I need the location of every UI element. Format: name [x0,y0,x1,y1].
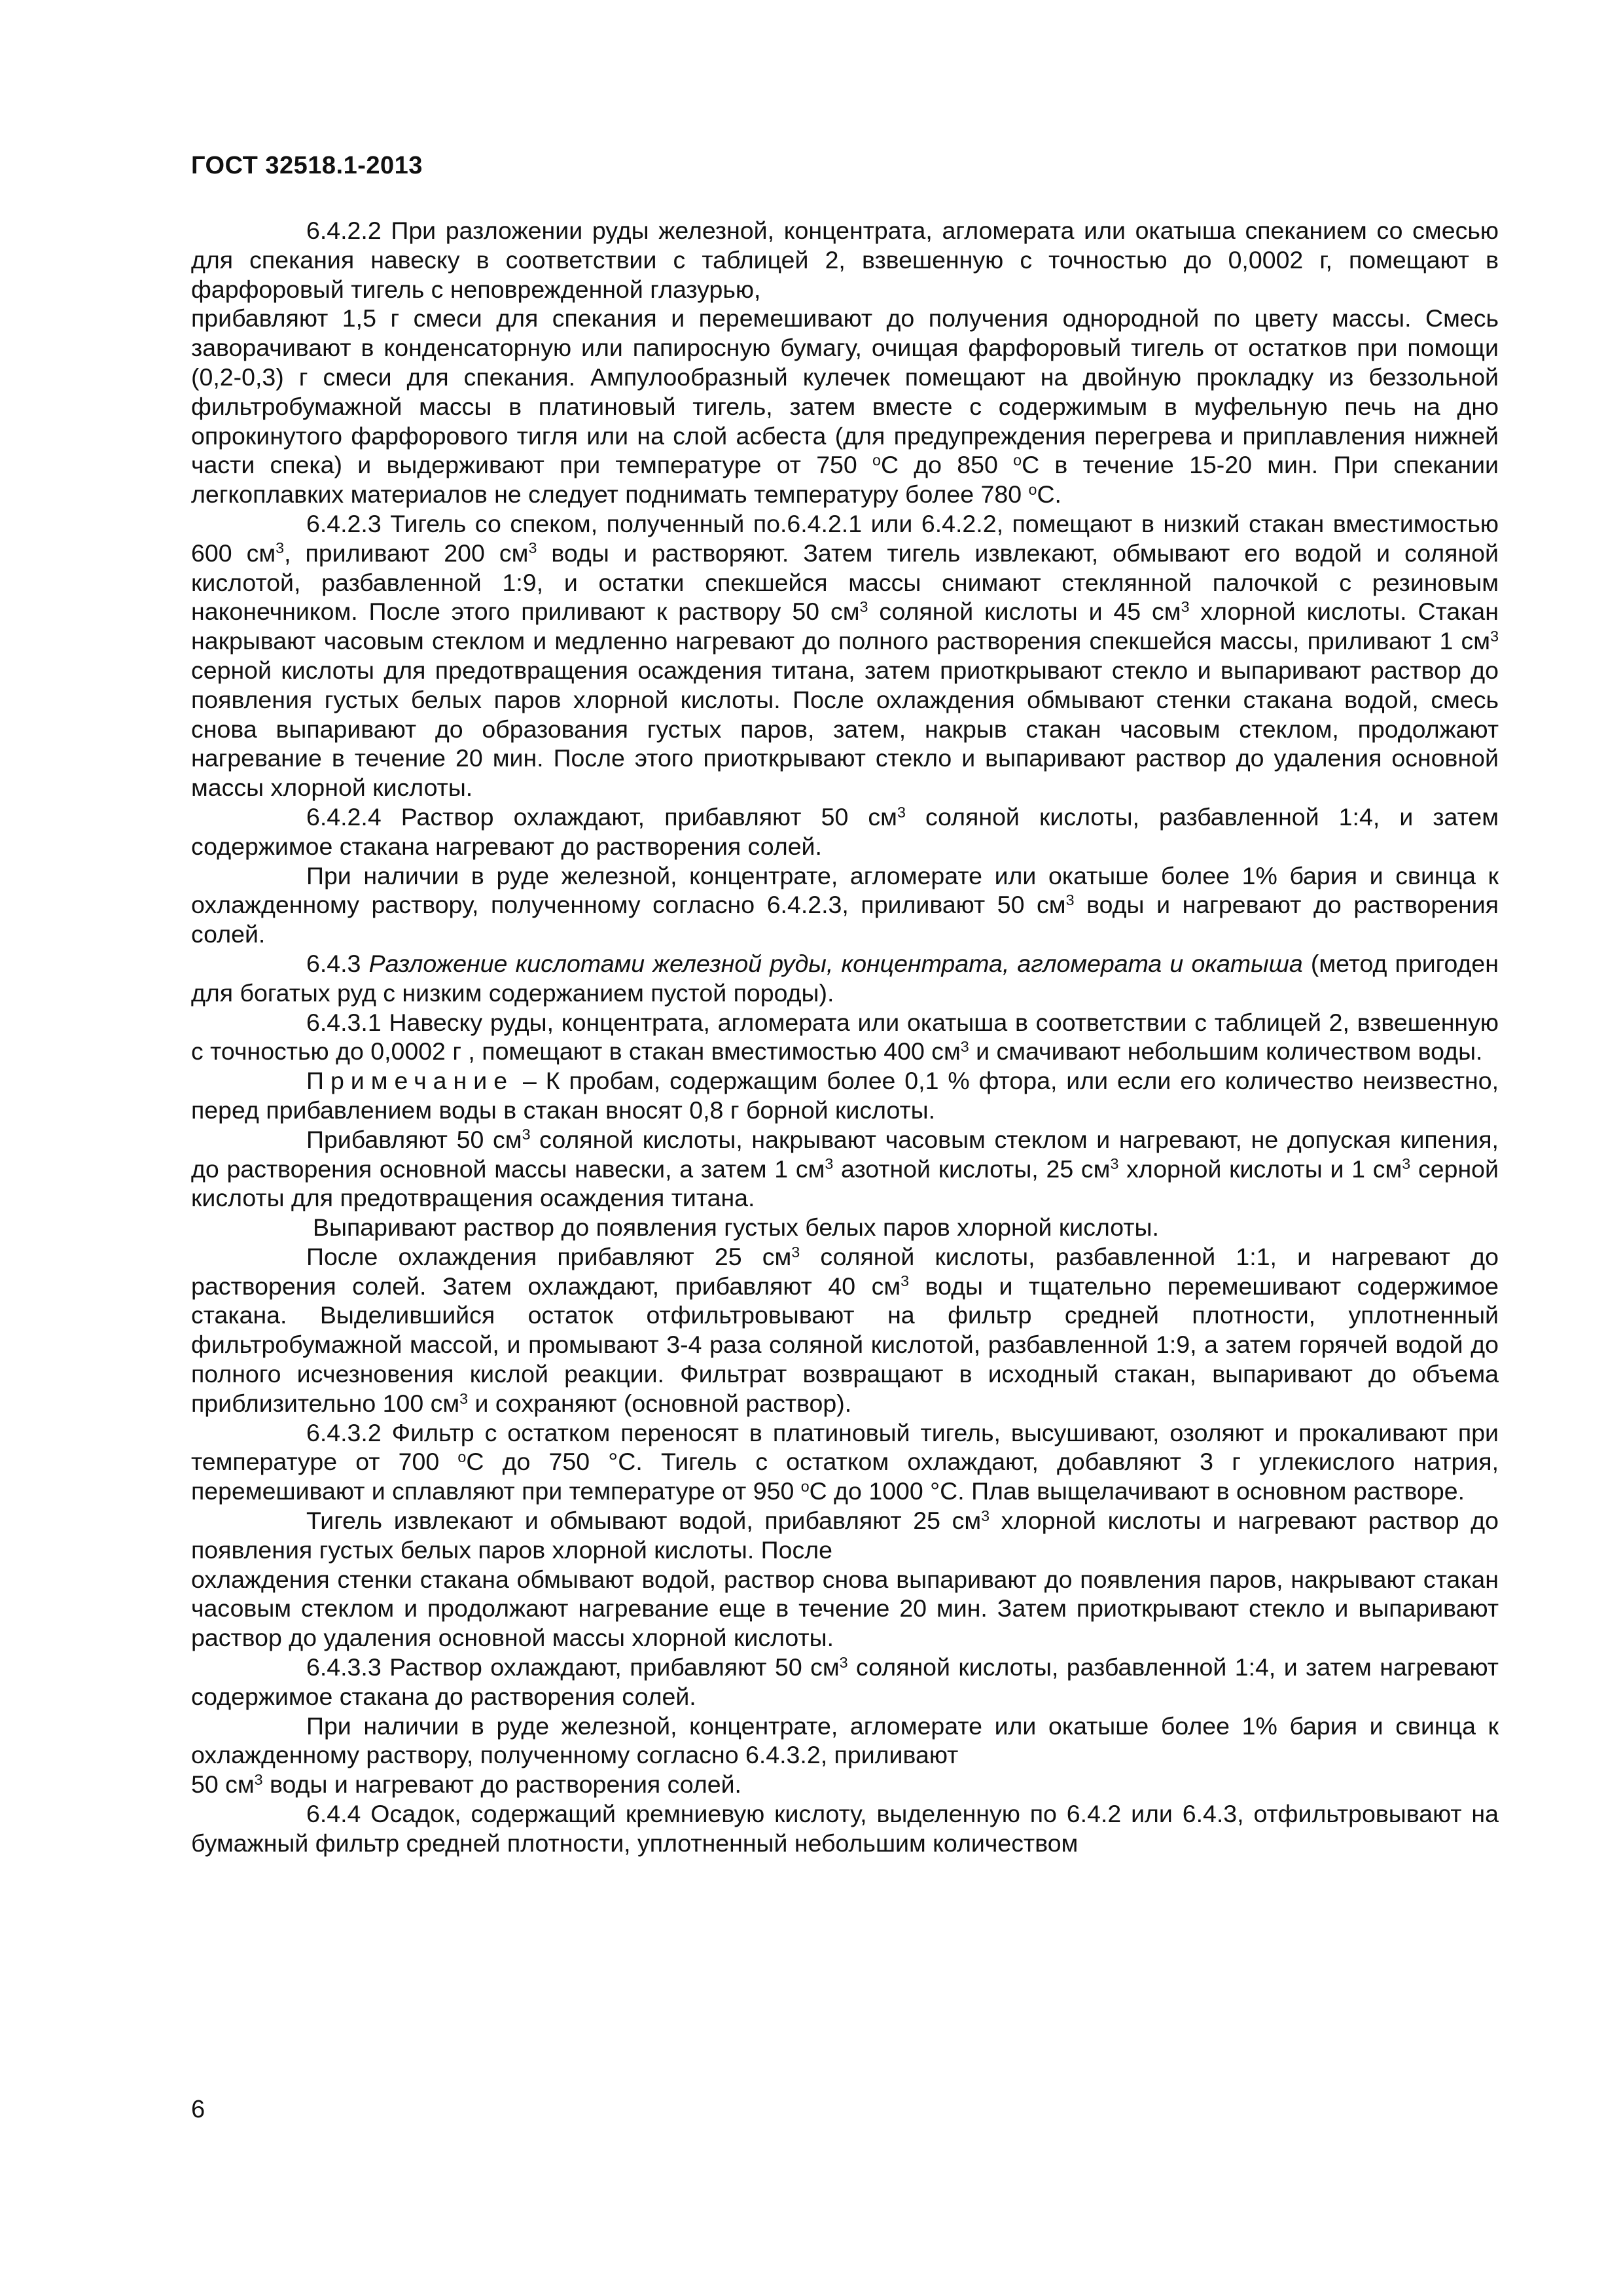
paragraph-6-4-2-3: 6.4.2.3 Тигель со спеком, полученный по.6.4.2.1 или 6.4.2.2, помещают в низкий стакан вместимостью 600 $см^3$, приливают 200 $см^3$ воды и растворяют. Затем тигель извлекают, обмывают его водой и соляной кислотой, разбавленной 1:9, и остатки спекшейся массы снимают стеклянной палочкой с резиновым наконечником. После этого приливают к раствору 50 $см^3$ соляной кислоты и 45 $см^3$ хлорной кислоты. Стакан накрывают часовым стеклом и медленно нагревают до полного растворения спекшейся массы, приливают 1 $см^3$ серной кислоты для предотвращения осаждения титана, затем приоткрывают стекло и выпаривают раствор до появления густых белых паров хлорной кислоты. После охлаждения обмывают стенки стакана водой, смесь снова выпаривают до образования густых паров, затем, накрыв стакан часовым стеклом, продолжают нагревание в течение 20 мин. После этого приоткрывают стекло и выпаривают раствор до удаления основной массы хлорной кислоты. [191,509,1499,802]
document-header: ГОСТ 32518.1-2013 [191,152,423,179]
paragraph-6-4-3: 6.4.3 Разложение кислотами железной руды, концентрата, агломерата и окатыша (метод пригоден для богатых руд с низким содержанием пустой породы). [191,949,1499,1007]
paragraph-6-4-3-3: 6.4.3.3 Раствор охлаждают, прибавляют 50 $см^3$ соляной кислоты, разбавленной 1:4, и затем нагревают содержимое стакана до растворения солей. [191,1653,1499,1710]
paragraph-6-4-3-1: 6.4.3.1 Навеску руды, концентрата, агломерата или окатыша в соответствии с таблицей 2, взвешенную с точностью до 0,0002 г , помещают в стакан вместимостью 400 $см^3$ и смачивают небольшим количеством воды. [191,1008,1499,1066]
paragraph-6-4-4: 6.4.4 Осадок, содержащий кремниевую кислоту, выделенную по 6.4.2 или 6.4.3, отфильтровывают на бумажный фильтр средней плотности, уплотненный небольшим количеством [191,1800,1499,1857]
paragraph-6-4-2-2: 6.4.2.2 При разложении руды железной, концентрата, агломерата или окатыша спеканием со смесью для спекания навеску в соответствии с таблицей 2, взвешенную с точностью до 0,0002 г, помещают в фарфоровый тигель с неповрежденной глазурью, [191,217,1499,303]
paragraph-evaporate: Выпаривают раствор до появления густых белых паров хлорной кислоты. [313,1213,1159,1242]
document-body [191,216,1499,1858]
paragraph-6-4-2-4: 6.4.2.4 Раствор охлаждают, прибавляют 50 $см^3$ соляной кислоты, разбавленной 1:4, и затем содержимое стакана нагревают до растворения солей. [191,802,1499,860]
paragraph-barium-note-1: При наличии в руде железной, концентрате, агломерате или окатыше более 1% бария и свинца к охлажденному раствору, полученному согласно 6.4.2.3, приливают 50 $см^3$ воды и нагревают до растворения солей. [191,861,1499,948]
paragraph-after-cooling: После охлаждения прибавляют 25 $см^3$ соляной кислоты, разбавленной 1:1, и нагревают до растворения солей. Затем охлаждают, прибавляют 40 $см^3$ воды и тщательно перемешивают содержимое стакана. Выделившийся остаток отфильтровывают на фильтр средней плотности, уплотненный фильтробумажной массой, и промывают 3-4 раза соляной кислотой, разбавленной 1:9, а затем горячей водой до полного исчезновения кислой реакции. Фильтрат возвращают в исходный стакан, выпаривают до объема приблизительно 100 $см^3$ и сохраняют (основной раствор). [191,1242,1499,1417]
section-title-italic: Разложение кислотами железной руды, концентрата, агломерата и окатыша [368,949,1303,977]
paragraph-crucible-removed-cont: охлаждения стенки стакана обмывают водой, раствор снова выпаривают до появления паров, накрывают стакан часовым стеклом и продолжают нагревание еще в течение 20 мин. Затем приоткрывают стекло и выпаривают раствор до удаления основной массы хлорной кислоты. [191,1565,1499,1652]
paragraph-crucible-removed: Тигель извлекают и обмывают водой, прибавляют 25 $см^3$ хлорной кислоты и нагревают раствор до появления густых белых паров хлорной кислоты. После [191,1507,1499,1564]
paragraph-barium-note-2: При наличии в руде железной, концентрате, агломерате или окатыше более 1% бария и свинца к охлажденному раствору, полученному согласно 6.4.3.2, приливают [191,1712,1499,1769]
paragraph-6-4-2-2-cont: прибавляют 1,5 г смеси для спекания и перемешивают до получения однородной по цвету массы. Смесь заворачивают в конденсаторную или папиросную бумагу, очищая фарфоровый тигель от остатков при помощи (0,2-0,3) г смеси для спекания. Ампулообразный кулечек помещают на двойную прокладку из беззольной фильтробумажной массы в платиновый тигель, затем вместе с содержимым в муфельную печь на дно опрокинутого фарфорового тигля или на слой асбеста (для предупреждения перегрева и приплавления нижней части спека) и выдерживают при температуре от 750 $^o$С до 850 $^o$С в течение 15-20 мин. При спекании легкоплавких материалов не следует поднимать температуру более 780 $^o$С. [191,304,1499,509]
note-fluorine: Примечание – К пробам, содержащим более 0,1 % фтора, или если его количество неизвестно, перед прибавлением воды в стакан вносят 0,8 г борной кислоты. [191,1067,1499,1124]
page-number: 6 [191,2096,205,2123]
paragraph-6-4-3-2: 6.4.3.2 Фильтр с остатком переносят в платиновый тигель, высушивают, озоляют и прокаливают при температуре от 700 $^o$С до 750 °С. Тигель с остатком охлаждают, добавляют 3 г углекислого натрия, перемешивают и сплавляют при температуре от 950 $^o$С до 1000 °С. Плав выщелачивают в основном растворе. [191,1418,1499,1505]
paragraph-barium-note-2-cont: 50 $см^3$ воды и нагревают до растворения солей. [191,1770,741,1799]
note-label: Примечание [306,1067,514,1095]
paragraph-acid-addition: Прибавляют 50 $см^3$ соляной кислоты, накрывают часовым стеклом и нагревают, не допуская кипения, до растворения основной массы навески, а затем 1 $см^3$ азотной кислоты, 25 $см^3$ хлорной кислоты и 1 $см^3$ серной кислоты для предотвращения осаждения титана. [191,1125,1499,1212]
